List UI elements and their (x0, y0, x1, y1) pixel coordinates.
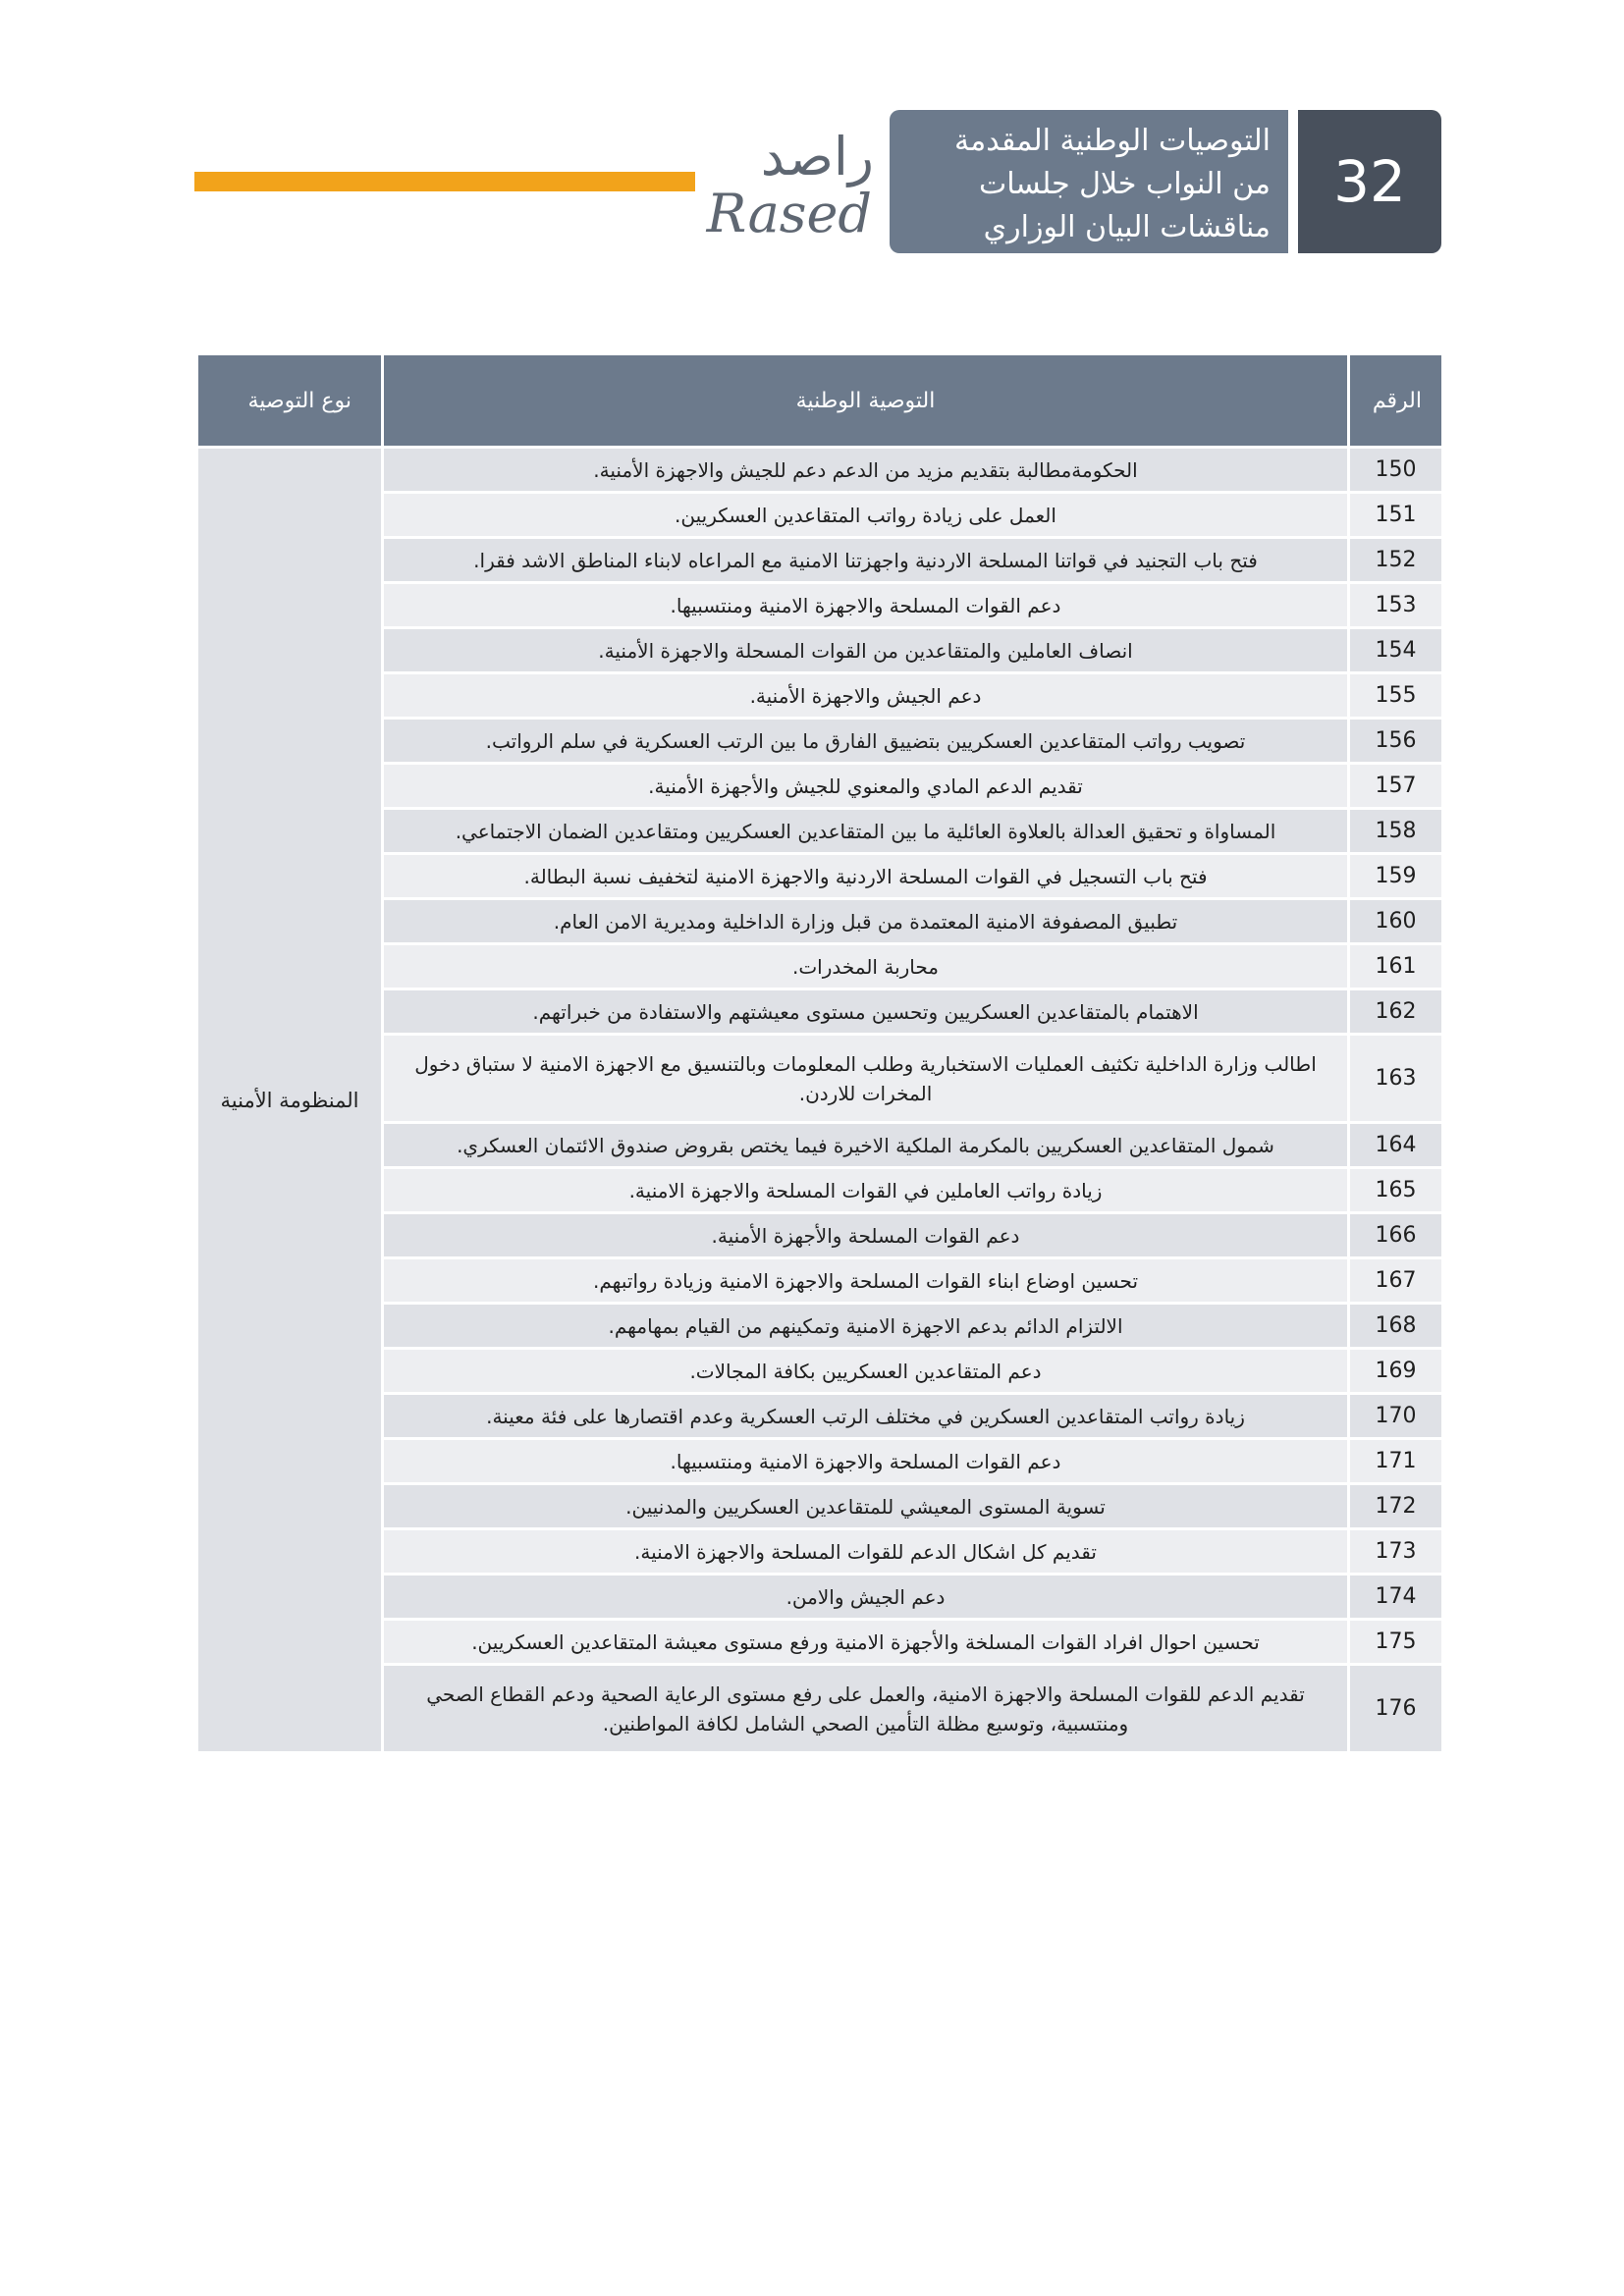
row-recommendation: تطبيق المصفوفة الامنية المعتمدة من قبل وزارة الداخلية ومديرية الامن العام. (383, 899, 1349, 944)
row-number: 158 (1349, 809, 1443, 854)
row-number: 161 (1349, 944, 1443, 989)
row-recommendation: تقديم الدعم للقوات المسلحة والاجهزة الامنية، والعمل على رفع مستوى الرعاية الصحية ودعم القطاع الصحي ومنتسبية، وتوسيع مظلة التأمين الصحي الشامل لكافة المواطنين. (383, 1665, 1349, 1753)
row-recommendation: تصويب رواتب المتقاعدين العسكريين بتضييق الفارق ما بين الرتب العسكرية في سلم الرواتب. (383, 719, 1349, 764)
row-number: 162 (1349, 989, 1443, 1035)
row-number: 173 (1349, 1529, 1443, 1575)
table-row (197, 1439, 1443, 1484)
logo-arabic: راصد (760, 126, 874, 187)
row-number: 163 (1349, 1035, 1443, 1123)
table-row (197, 583, 1443, 628)
row-recommendation: تقديم كل اشكال الدعم للقوات المسلحة والاجهزة الامنية. (383, 1529, 1349, 1575)
page-number: 32 (1298, 110, 1441, 253)
row-recommendation: دعم الجيش والاجهزة الأمنية. (383, 673, 1349, 719)
table-row (197, 1035, 1443, 1123)
row-recommendation: شمول المتقاعدين العسكريين بالمكرمة الملكية الاخيرة فيما يختص بقروض صندوق الائتمان العسكري. (383, 1123, 1349, 1168)
row-recommendation: اطالب وزارة الداخلية تكثيف العمليات الاستخبارية وطلب المعلومات وبالتنسيق مع الاجهزة الامنية لا ستباق دخول المخرات للاردن. (383, 1035, 1349, 1123)
table-row (197, 809, 1443, 854)
table-row (197, 538, 1443, 583)
row-recommendation: العمل على زيادة رواتب المتقاعدين العسكريين. (383, 493, 1349, 538)
table-row (197, 1665, 1443, 1753)
table-row (197, 493, 1443, 538)
table-row (197, 1620, 1443, 1665)
row-recommendation: محاربة المخدرات. (383, 944, 1349, 989)
row-recommendation: انصاف العاملين والمتقاعدين من القوات المسحلة والاجهزة الأمنية. (383, 628, 1349, 673)
header-number: الرقم (1349, 355, 1443, 448)
row-number: 160 (1349, 899, 1443, 944)
row-recommendation: زيادة رواتب العاملين في القوات المسلحة والاجهزة الامنية. (383, 1168, 1349, 1213)
table-row (197, 944, 1443, 989)
table-row (197, 899, 1443, 944)
section-title-line-2: من النواب خلال جلسات (979, 167, 1271, 201)
table-row (197, 673, 1443, 719)
table-body (197, 448, 1443, 1753)
table-row (197, 1529, 1443, 1575)
row-number: 172 (1349, 1484, 1443, 1529)
section-title-box (890, 110, 1288, 253)
row-number: 165 (1349, 1168, 1443, 1213)
table-row (197, 989, 1443, 1035)
table-row (197, 764, 1443, 809)
row-recommendation: زيادة رواتب المتقاعدين العسكرين في مختلف الرتب العسكرية وعدم اقتصارها على فئة معينة. (383, 1394, 1349, 1439)
row-number: 164 (1349, 1123, 1443, 1168)
row-number: 154 (1349, 628, 1443, 673)
row-number: 156 (1349, 719, 1443, 764)
row-number: 159 (1349, 854, 1443, 899)
row-recommendation: دعم القوات المسلحة والأجهزة الأمنية. (383, 1213, 1349, 1258)
table-row (197, 1575, 1443, 1620)
table-row (197, 1394, 1443, 1439)
table-row (197, 1168, 1443, 1213)
row-recommendation: دعم القوات المسلحة والاجهزة الامنية ومنتسبيها. (383, 1439, 1349, 1484)
row-recommendation: الاهتمام بالمتقاعدين العسكريين وتحسين مستوى معيشتهم والاستفادة من خبراتهم. (383, 989, 1349, 1035)
row-number: 152 (1349, 538, 1443, 583)
table-row (197, 628, 1443, 673)
table-row (197, 1304, 1443, 1349)
table-row (197, 1213, 1443, 1258)
table-row (197, 1484, 1443, 1529)
row-recommendation: فتح باب التجنيد في قواتنا المسلحة الاردنية واجهزتنا الامنية مع المراعاه لابناء المناطق الاشد فقرا. (383, 538, 1349, 583)
row-number: 176 (1349, 1665, 1443, 1753)
row-number: 157 (1349, 764, 1443, 809)
row-recommendation: تسوية المستوى المعيشي للمتقاعدين العسكريين والمدنيين. (383, 1484, 1349, 1529)
row-recommendation: فتح باب التسجيل في القوات المسلحة الاردنية والاجهزة الامنية لتخفيف نسبة البطالة. (383, 854, 1349, 899)
row-number: 169 (1349, 1349, 1443, 1394)
table-row (197, 719, 1443, 764)
row-number: 167 (1349, 1258, 1443, 1304)
row-recommendation: دعم المتقاعدين العسكريين بكافة المجالات. (383, 1349, 1349, 1394)
row-recommendation: دعم القوات المسلحة والاجهزة الامنية ومنتسبيها. (383, 583, 1349, 628)
row-number: 174 (1349, 1575, 1443, 1620)
table-row (197, 854, 1443, 899)
section-title-line-1: التوصيات الوطنية المقدمة (954, 124, 1271, 158)
row-number: 151 (1349, 493, 1443, 538)
row-number: 150 (1349, 448, 1443, 493)
accent-rule (194, 172, 695, 191)
row-recommendation: الحكومةمطالبة بتقديم مزيد من الدعم دعم للجيش والاجهزة الأمنية. (383, 448, 1349, 493)
table-header-row (197, 355, 1443, 448)
row-number: 170 (1349, 1394, 1443, 1439)
row-recommendation: تقديم الدعم المادي والمعنوي للجيش والأجهزة الأمنية. (383, 764, 1349, 809)
row-recommendation: دعم الجيش والامن. (383, 1575, 1349, 1620)
row-number: 175 (1349, 1620, 1443, 1665)
rased-logo (706, 126, 874, 244)
header-recommendation: التوصية الوطنية (383, 355, 1349, 448)
section-title-line-3: مناقشات البيان الوزاري (983, 210, 1271, 244)
recommendation-type: المنظومة الأمنية (197, 448, 383, 1753)
row-recommendation: الالتزام الدائم بدعم الاجهزة الامنية وتمكينهم من القيام بمهامهم. (383, 1304, 1349, 1349)
row-number: 155 (1349, 673, 1443, 719)
row-recommendation: تحسين احوال افراد القوات المسلخة والأجهزة الامنية ورفع مستوى معيشة المتقاعدين العسكريين. (383, 1620, 1349, 1665)
row-recommendation: المساواة و تحقيق العدالة بالعلاوة العائلية ما بين المتقاعدين العسكريين ومتقاعدين الضمان الاجتماعي. (383, 809, 1349, 854)
table-row (197, 1258, 1443, 1304)
row-recommendation: تحسين اوضاع ابناء القوات المسلحة والاجهزة الامنية وزيادة رواتبهم. (383, 1258, 1349, 1304)
row-number: 168 (1349, 1304, 1443, 1349)
row-number: 153 (1349, 583, 1443, 628)
row-number: 171 (1349, 1439, 1443, 1484)
table-row (197, 1123, 1443, 1168)
recommendations-table (195, 355, 1444, 1754)
table-row (197, 448, 1443, 493)
table-row (197, 1349, 1443, 1394)
row-number: 166 (1349, 1213, 1443, 1258)
logo-latin: Rased (706, 183, 872, 244)
header-type: نوع التوصية (197, 355, 383, 448)
